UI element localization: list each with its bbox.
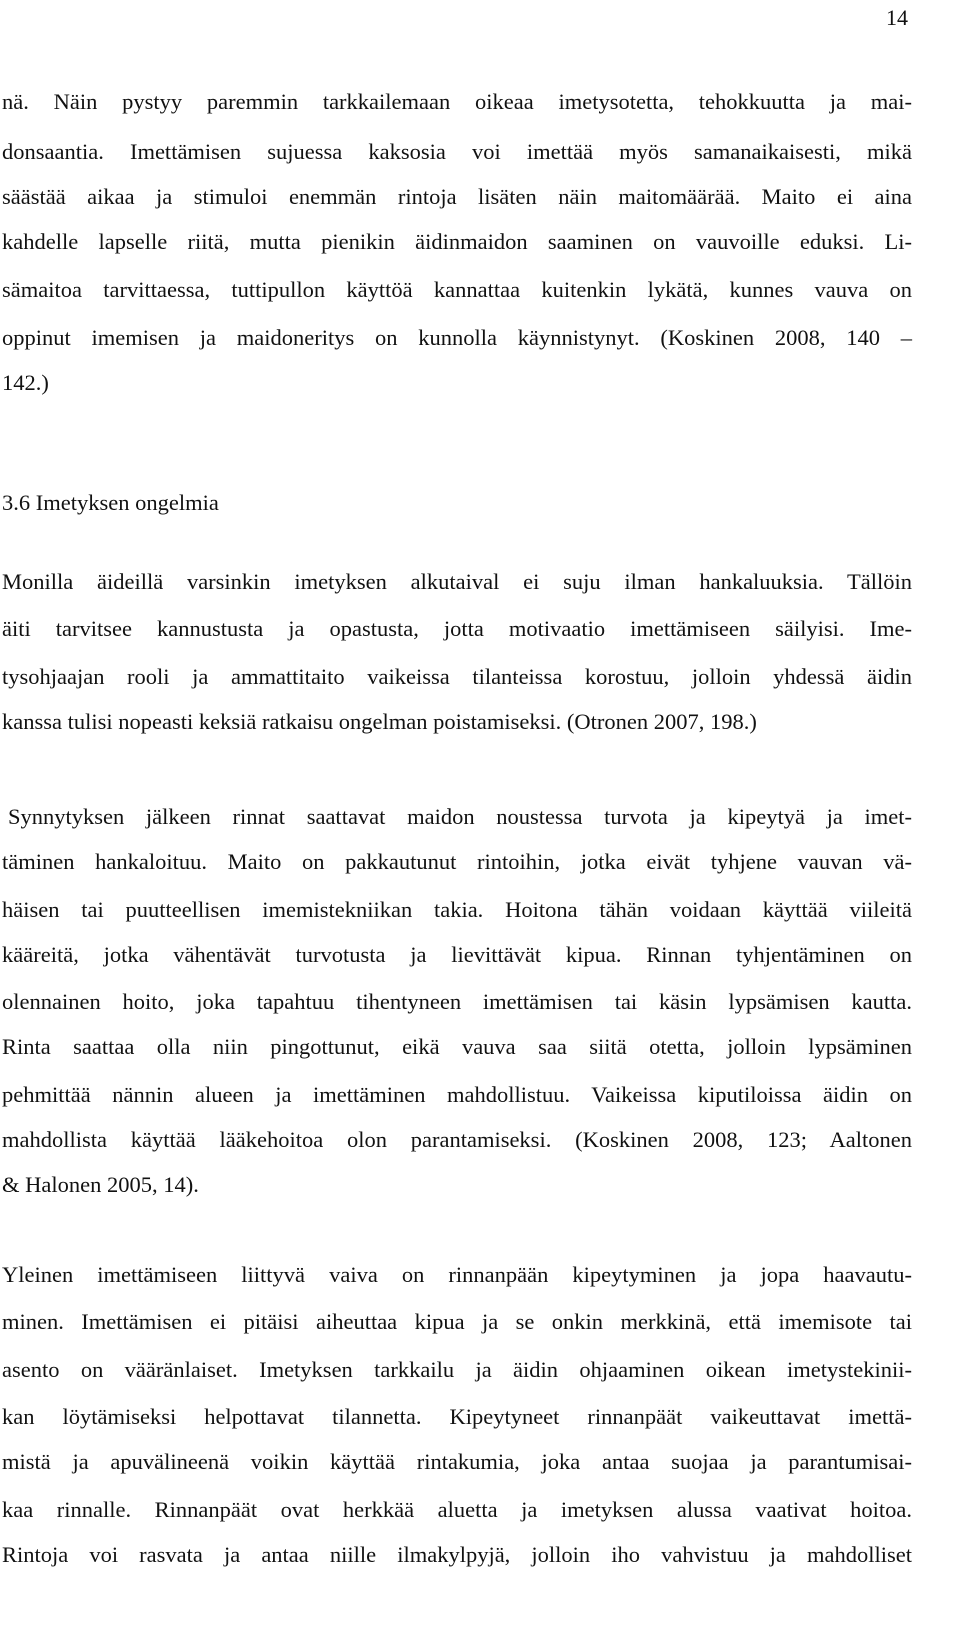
paragraph-line: donsaantia. Imettämisen sujuessa kaksosia voi imettää myös samanaikaisesti, mikä [2, 139, 912, 164]
paragraph-line: oppinut imemisen ja maidoneritys on kunnolla käynnistynyt. (Koskinen 2008, 140 – [2, 325, 912, 350]
paragraph-line: tysohjaajan rooli ja ammattitaito vaikeissa tilanteissa korostuu, jolloin yhdessä äidin [2, 664, 912, 689]
paragraph-line: 142.) [2, 370, 49, 395]
paragraph-line: Rinta saattaa olla niin pingottunut, eikä vauva saa siitä otetta, jolloin lypsäminen [2, 1034, 912, 1059]
paragraph-line: Yleinen imettämiseen liittyvä vaiva on rinnanpään kipeytyminen ja jopa haavautu- [2, 1262, 912, 1287]
paragraph-line: mistä ja apuvälineenä voikin käyttää rintakumia, joka antaa suojaa ja parantumisai- [2, 1449, 912, 1474]
paragraph-line: kahdelle lapselle riitä, mutta pienikin äidinmaidon saaminen on vauvoille eduksi. Li- [2, 229, 912, 254]
paragraph-line: täminen hankaloituu. Maito on pakkautunut rintoihin, jotka eivät tyhjene vauvan vä- [2, 849, 912, 874]
paragraph-line: Synnytyksen jälkeen rinnat saattavat maidon noustessa turvota ja kipeytyä ja imet- [8, 804, 912, 829]
paragraph-line: pehmittää nännin alueen ja imettäminen mahdollistuu. Vaikeissa kiputiloissa äidin on [2, 1082, 912, 1107]
paragraph-line: häisen tai puutteellisen imemistekniikan takia. Hoitona tähän voidaan käyttää viileitä [2, 897, 912, 922]
paragraph-line: kan löytämiseksi helpottavat tilannetta. Kipeytyneet rinnanpäät vaikeuttavat imettä- [2, 1404, 912, 1429]
paragraph-line: mahdollista käyttää lääkehoitoa olon parantamiseksi. (Koskinen 2008, 123; Aaltonen [2, 1127, 912, 1152]
paragraph-line: & Halonen 2005, 14). [2, 1172, 199, 1197]
paragraph-line: minen. Imettämisen ei pitäisi aiheuttaa kipua ja se onkin merkkinä, että imemisote tai [2, 1309, 912, 1334]
paragraph-line: säästää aikaa ja stimuloi enemmän rintoja lisäten näin maitomäärää. Maito ei aina [2, 184, 912, 209]
paragraph-line: olennainen hoito, joka tapahtuu tihentyneen imettämisen tai käsin lypsämisen kautta. [2, 989, 912, 1014]
paragraph-line: sämaitoa tarvittaessa, tuttipullon käyttöä kannattaa kuitenkin lykätä, kunnes vauva on [2, 277, 912, 302]
paragraph-line: Monilla äideillä varsinkin imetyksen alkutaival ei suju ilman hankaluuksia. Tällöin [2, 569, 912, 594]
paragraph-line: kääreitä, jotka vähentävät turvotusta ja lievittävät kipua. Rinnan tyhjentäminen on [2, 942, 912, 967]
paragraph-line: nä. Näin pystyy paremmin tarkkailemaan oikeaa imetysotetta, tehokkuutta ja mai- [2, 89, 912, 114]
paragraph-line: asento on vääränlaiset. Imetyksen tarkkailu ja äidin ohjaaminen oikean imetystekinii- [2, 1357, 912, 1382]
paragraph-line: äiti tarvitsee kannustusta ja opastusta, jotta motivaatio imettämiseen säilyisi. Ime- [2, 616, 912, 641]
section-heading: 3.6 Imetyksen ongelmia [2, 490, 219, 515]
paragraph-line: kaa rinnalle. Rinnanpäät ovat herkkää aluetta ja imetyksen alussa vaativat hoitoa. [2, 1497, 912, 1522]
page-number: 14 [886, 5, 908, 30]
paragraph-line: Rintoja voi rasvata ja antaa niille ilmakylpyjä, jolloin iho vahvistuu ja mahdolliset [2, 1542, 912, 1567]
paragraph-line: kanssa tulisi nopeasti keksiä ratkaisu ongelman poistamiseksi. (Otronen 2007, 198.) [2, 709, 757, 734]
